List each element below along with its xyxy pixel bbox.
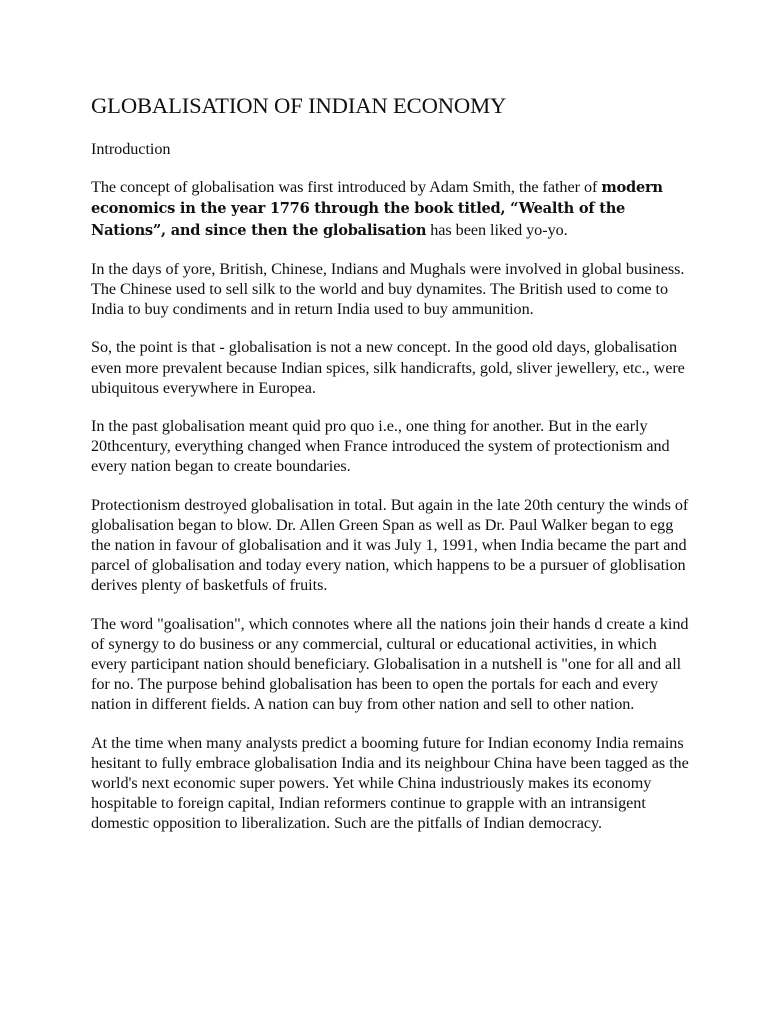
paragraph-6: The word "goalisation", which connotes where all the nations join their hands d create a kind of synergy to do business or any commercial, cultural or educational activities, in which every participant nation should beneficiary. Globalisation in a nutshell is "one for all and all for no. The purpose behind globalisation has been to open the portals for each and every nation in different fields. A nation can buy from other nation and sell to other nation. bbox=[91, 614, 689, 714]
section-heading: Introduction bbox=[91, 140, 171, 158]
paragraph-5: Protectionism destroyed globalisation in total. But again in the late 20th century the winds of globalisation began to blow. Dr. Allen Green Span as well as Dr. Paul Walker began to egg the nation in favour of globalisation and it was July 1, 1991, when India became the part and parcel of globalisation and today every nation, which happens to be a pursuer of globlisation derives plenty of basketfuls of fruits. bbox=[91, 495, 689, 595]
paragraph-7: At the time when many analysts predict a booming future for Indian economy India remains hesitant to fully embrace globalisation India and its neighbour China have been tagged as the world's next economic super powers. Yet while China industriously makes its economy hospitable to foreign capital, Indian reformers continue to grapple with an intransigent domestic opposition to liberalization. Such are the pitfalls of Indian democracy. bbox=[91, 733, 689, 833]
paragraph-1-text-end: has been liked yo-yo. bbox=[426, 220, 568, 239]
document-body bbox=[91, 92, 691, 852]
paragraph-2: In the days of yore, British, Chinese, Indians and Mughals were involved in global business. The Chinese used to sell silk to the world and buy dynamites. The British used to come to India to buy condiments and in return India used to buy ammunition. bbox=[91, 259, 685, 319]
paragraph-4: In the past globalisation meant quid pro quo i.e., one thing for another. But in the early 20thcentury, everything changed when France introduced the system of protectionism and every nation began to create boundaries. bbox=[91, 417, 670, 476]
paragraph-1-bold-text: modern economics in the year 1776 through the book titled, “Wealth of the Nations”, and since then the globalisation bbox=[91, 179, 663, 239]
document-title: GLOBALISATION OF INDIAN ECONOMY bbox=[91, 93, 507, 118]
paragraph-1 bbox=[91, 177, 691, 241]
paragraph-1-text-start: The concept of globalisation was first introduced by Adam Smith, the father of bbox=[91, 178, 602, 197]
paragraph-3: So, the point is that - globalisation is not a new concept. In the good old days, globalisation even more prevalent because Indian spices, silk handicrafts, gold, sliver jewellery, etc., were ubiquitous everywhere in Europea. bbox=[91, 338, 685, 397]
